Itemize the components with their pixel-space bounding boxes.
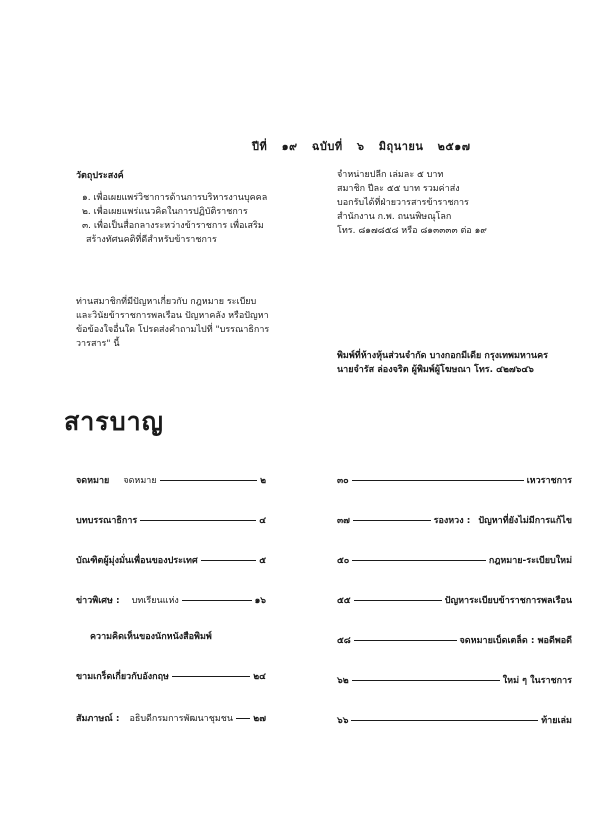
toc-entry-title: อธิบดีกรมการพัฒนาชุมชน xyxy=(129,714,234,724)
toc-entry-title: ใหม่ ๆ ในราชการ xyxy=(502,676,572,686)
sales-line: จำหน่ายปลีก เล่มละ ๕ บาท xyxy=(337,170,444,180)
toc-entry[interactable] xyxy=(76,669,266,683)
toc-entry-page: ๕๕ xyxy=(337,596,351,606)
toc-entry-page: ๓๗ xyxy=(337,516,350,526)
toc-entry[interactable] xyxy=(76,473,266,487)
toc-entry[interactable] xyxy=(337,633,572,647)
leader-line xyxy=(201,560,257,561)
toc-entry-title: กฎหมาย-ระเบียบใหม่ xyxy=(488,556,572,566)
sales-line: สมาชิก ปีละ ๕๕ บาท รวมค่าส่ง xyxy=(337,184,460,194)
leader-line xyxy=(160,480,257,481)
toc-entry-page: ๒๔ xyxy=(253,672,266,682)
toc-entry-title: จดหมายเบ็ดเตล็ด : พอดีพอดี xyxy=(459,636,572,646)
issue-line: ปีที่ ๑๙ ฉบับที่ ๖ มิถุนายน ๒๕๑๗ xyxy=(252,140,471,153)
notice-line: ท่านสมาชิกที่มีปัญหาเกี่ยวกับ กฎหมาย ระเบียบ xyxy=(76,297,257,307)
toc-entry-page: ๓๐ xyxy=(337,476,349,486)
leader-line xyxy=(172,676,250,677)
toc-entry[interactable] xyxy=(76,711,266,725)
toc-entry[interactable] xyxy=(337,593,572,607)
toc-entry-label: ข่าวพิเศษ : xyxy=(76,596,120,606)
toc-entry-label: จดหมาย xyxy=(76,476,110,486)
printer-info xyxy=(337,349,572,377)
toc-entry-title: ปัญหาระเบียบข้าราชการพลเรือน xyxy=(444,596,572,606)
objective-continuation: สร้างทัศนคติที่ดีสำหรับข้าราชการ xyxy=(86,235,217,245)
toc-entry[interactable] xyxy=(337,673,572,687)
sales-line: บอกรับได้ที่ฝ่ายวารสารข้าราชการ xyxy=(337,198,469,208)
toc-entry-label: บัณฑิตผู้มุ่งมั่นเพื่อนของประเทศ xyxy=(76,556,198,566)
leader-line xyxy=(236,718,250,719)
toc-entry[interactable] xyxy=(76,593,266,607)
toc-entry-page: ๕ xyxy=(259,556,266,566)
toc-entry[interactable] xyxy=(337,553,572,567)
leader-line xyxy=(352,560,486,561)
objectives-heading: วัตถุประสงค์ xyxy=(76,171,124,181)
toc-entry-page: ๕๐ xyxy=(337,556,350,566)
printer-line: นายจำรัส ล่องจริต ผู้พิมพ์ผู้โฆษณา โทร. ๔๒๗๖๔๖ xyxy=(337,365,534,375)
toc-subheading: ความคิดเห็นของนักหนังสือพิมพ์ xyxy=(90,632,212,642)
printer-line: พิมพ์ที่ห้างหุ้นส่วนจำกัด บางกอกมีเดีย กรุงเทพมหานคร xyxy=(337,351,548,361)
toc-entry[interactable] xyxy=(337,713,572,727)
toc-entry-page: ๒๗ xyxy=(253,714,266,724)
leader-line xyxy=(354,600,442,601)
notice-line: ข้อข้องใจอื่นใด โปรดส่งคำถามไปที่ "บรรณาธิการ xyxy=(76,325,270,335)
objectives-block xyxy=(76,168,306,247)
toc-title: สารบาญ xyxy=(64,407,164,436)
leader-line xyxy=(182,600,252,601)
sales-line: สำนักงาน ก.พ. ถนนพิษณุโลก xyxy=(337,212,452,222)
leader-line xyxy=(353,520,431,521)
toc-entry-page: ๖๒ xyxy=(337,676,349,686)
toc-entry[interactable] xyxy=(76,553,266,567)
toc-entry-title: ปัญหาที่ยังไม่มีการแก้ไข xyxy=(478,516,572,526)
sales-info xyxy=(337,168,567,238)
member-notice xyxy=(76,295,291,351)
toc-entry-page: ๔ xyxy=(259,516,266,526)
toc-entry-title: จดหมาย xyxy=(123,476,157,486)
toc-entry-title: ท้ายเล่ม xyxy=(541,716,572,726)
objective-item: ๓. เพื่อเป็นสื่อกลางระหว่างข้าราชการ เพื่อเสริม xyxy=(82,221,264,231)
leader-line xyxy=(352,680,500,681)
objective-item: ๒. เพื่อเผยแพร่แนวคิดในการปฏิบัติราชการ xyxy=(82,207,248,217)
toc-entry-page: ๕๘ xyxy=(337,636,351,646)
toc-entry[interactable] xyxy=(337,513,572,527)
leader-line xyxy=(354,640,457,641)
toc-entry[interactable] xyxy=(76,513,266,527)
toc-entry-page: ๑๖ xyxy=(254,596,266,606)
toc-entry-label: บทบรรณาธิการ xyxy=(76,516,138,526)
leader-line xyxy=(351,720,538,721)
toc-entry-title: บทเรียนแห่ง xyxy=(131,596,179,606)
toc-entry-page: ๖๖ xyxy=(337,716,349,726)
toc-entry-label: สัมภาษณ์ : xyxy=(76,714,120,724)
toc-entry-label: รองหวง : xyxy=(433,516,471,526)
notice-line: และวินัยข้าราชการพลเรือน ปัญหาคลัง หรือปัญหา xyxy=(76,311,269,321)
toc-entry-label: ขามเกร็ดเกี่ยวกับอังกฤษ xyxy=(76,672,169,682)
toc-entry[interactable] xyxy=(337,473,572,487)
toc-entry-page: ๒ xyxy=(260,476,266,486)
leader-line xyxy=(140,520,256,521)
toc-entry-title: เหวราชการ xyxy=(526,476,572,486)
objective-item: ๑. เพื่อเผยแพร่วิชาการด้านการบริหารงานบุคคล xyxy=(82,193,268,203)
notice-line: วารสาร" นี้ xyxy=(76,339,120,349)
leader-line xyxy=(352,480,524,481)
sales-line: โทร. ๘๑๗๘๕๘ หรือ ๘๑๓๓๓๓ ต่อ ๑๙ xyxy=(337,226,487,236)
